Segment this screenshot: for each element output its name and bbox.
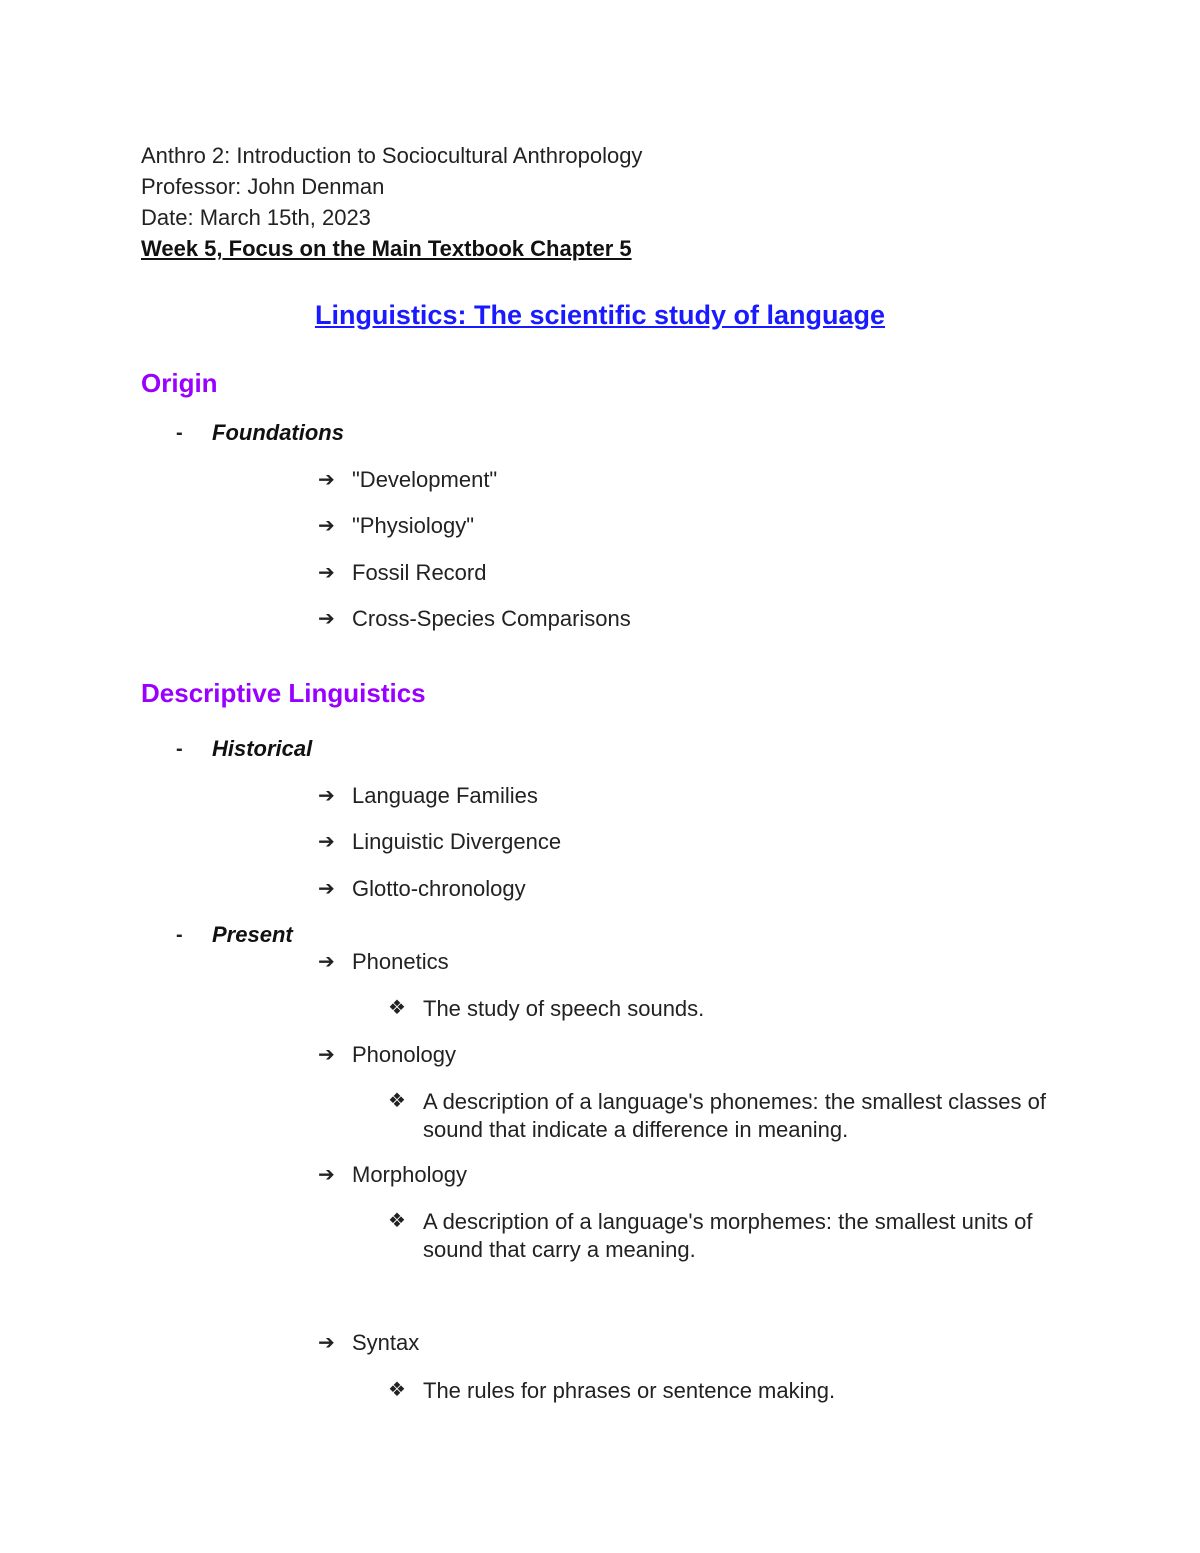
arrow-bullet-icon: ➔ bbox=[318, 785, 335, 807]
subheading-present: Present bbox=[212, 922, 293, 947]
arrow-bullet-icon: ➔ bbox=[318, 1164, 335, 1186]
list-item: "Development" bbox=[352, 467, 498, 492]
diamond-bullet-icon: ❖ bbox=[388, 1379, 406, 1401]
list-item-term: Syntax bbox=[352, 1330, 420, 1355]
list-item: Fossil Record bbox=[352, 560, 487, 585]
section-heading-origin: Origin bbox=[141, 368, 218, 398]
dash-bullet: - bbox=[176, 924, 183, 946]
list-item-description: A description of a language's phonemes: the smallest classes of sound that indicate a difference in meaning. bbox=[423, 1089, 1047, 1142]
list-item-description: A description of a language's morphemes: the smallest units of sound that carry a meaning. bbox=[423, 1209, 1033, 1262]
list-item-description: The rules for phrases or sentence making. bbox=[423, 1378, 836, 1403]
list-item-term: Phonology bbox=[352, 1042, 456, 1067]
dash-bullet: - bbox=[176, 738, 183, 760]
arrow-bullet-icon: ➔ bbox=[318, 1332, 335, 1354]
list-item-term: Phonetics bbox=[352, 949, 449, 974]
diamond-bullet-icon: ❖ bbox=[388, 997, 406, 1019]
course-title: Anthro 2: Introduction to Sociocultural Anthropology bbox=[141, 143, 643, 168]
arrow-bullet-icon: ➔ bbox=[318, 562, 335, 584]
diamond-bullet-icon: ❖ bbox=[388, 1090, 406, 1112]
page-title: Linguistics: The scientific study of language bbox=[314, 300, 886, 330]
section-heading-descriptive-linguistics: Descriptive Linguistics bbox=[141, 678, 426, 708]
date-line: Date: March 15th, 2023 bbox=[141, 205, 371, 230]
list-item-description: The study of speech sounds. bbox=[423, 996, 705, 1021]
professor-line: Professor: John Denman bbox=[141, 174, 385, 199]
dash-bullet: - bbox=[176, 422, 183, 444]
subheading-historical: Historical bbox=[212, 736, 313, 761]
arrow-bullet-icon: ➔ bbox=[318, 951, 335, 973]
week-line: Week 5, Focus on the Main Textbook Chapter 5 bbox=[141, 236, 632, 261]
list-item: Glotto-chronology bbox=[352, 876, 526, 901]
arrow-bullet-icon: ➔ bbox=[318, 831, 335, 853]
arrow-bullet-icon: ➔ bbox=[318, 878, 335, 900]
list-item: "Physiology" bbox=[352, 513, 475, 538]
list-item: Language Families bbox=[352, 783, 538, 808]
arrow-bullet-icon: ➔ bbox=[318, 515, 335, 537]
list-item: Cross-Species Comparisons bbox=[352, 606, 631, 631]
arrow-bullet-icon: ➔ bbox=[318, 469, 335, 491]
arrow-bullet-icon: ➔ bbox=[318, 1044, 335, 1066]
list-item-term: Morphology bbox=[352, 1162, 467, 1187]
diamond-bullet-icon: ❖ bbox=[388, 1210, 406, 1232]
arrow-bullet-icon: ➔ bbox=[318, 608, 335, 630]
list-item: Linguistic Divergence bbox=[352, 829, 562, 854]
subheading-foundations: Foundations bbox=[212, 420, 344, 445]
